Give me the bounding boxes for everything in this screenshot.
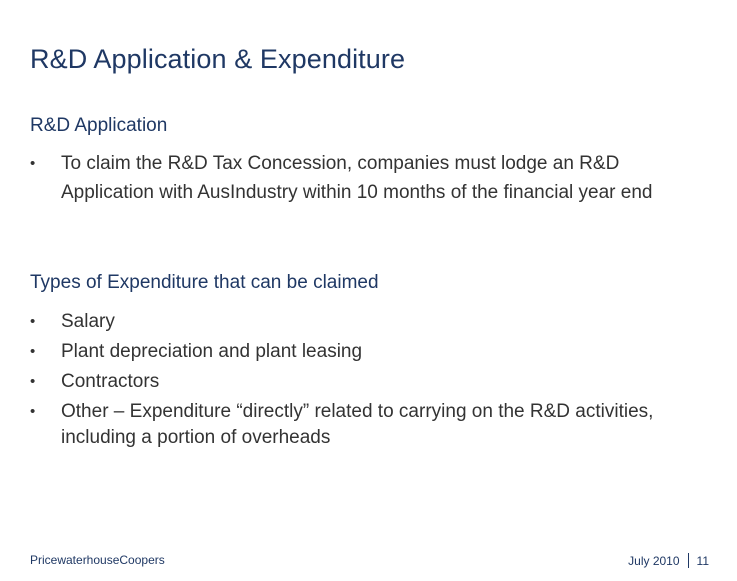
footer-divider bbox=[688, 553, 689, 568]
bullet-text: To claim the R&D Tax Concession, companies must lodge an R&D Application with AusIndustry within 10 months of the financial year end bbox=[61, 153, 653, 203]
expenditure-types-bullet-list bbox=[30, 307, 720, 451]
bullet-text: Plant depreciation and plant leasing bbox=[61, 341, 363, 362]
footer-company-name: PricewaterhouseCoopers bbox=[30, 553, 165, 567]
bullet-icon: • bbox=[30, 343, 36, 360]
bullet-icon: • bbox=[30, 155, 36, 172]
bullet-item bbox=[30, 307, 720, 337]
bullet-item bbox=[30, 337, 720, 367]
slide-title: R&D Application & Expenditure bbox=[30, 44, 406, 74]
bullet-item bbox=[30, 150, 701, 207]
page-number: 11 bbox=[696, 553, 709, 568]
bullet-text: Contractors bbox=[61, 371, 160, 392]
footer-date-page bbox=[628, 553, 709, 568]
bullet-icon: • bbox=[30, 313, 36, 330]
rd-application-bullet-list bbox=[30, 150, 720, 207]
bullet-text: Salary bbox=[61, 311, 115, 332]
section-heading-rd-application: R&D Application bbox=[30, 115, 168, 136]
section-heading-expenditure-types: Types of Expenditure that can be claimed bbox=[30, 272, 379, 293]
bullet-icon: • bbox=[30, 403, 36, 420]
bullet-text: Other – Expenditure “directly” related to carrying on the R&D activities, including a portion of overheads bbox=[61, 401, 654, 448]
bullet-icon: • bbox=[30, 373, 36, 390]
bullet-item bbox=[30, 367, 720, 397]
bullet-item bbox=[30, 397, 720, 451]
footer-date: July 2010 bbox=[628, 553, 680, 568]
